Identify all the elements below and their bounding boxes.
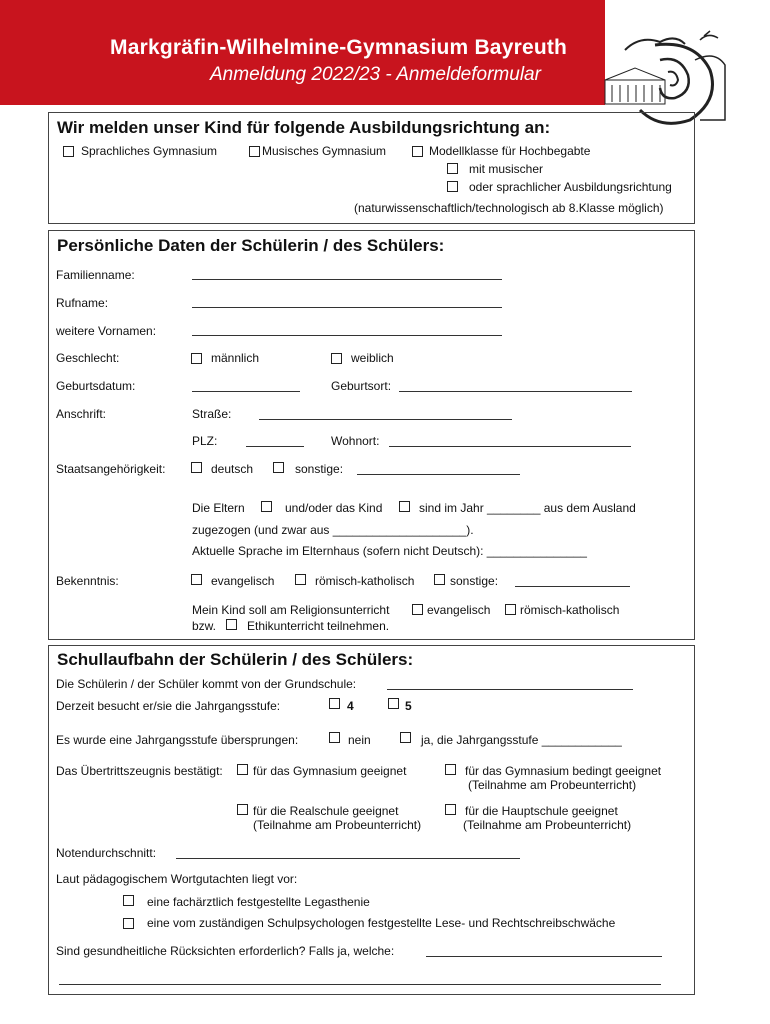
label-evangelisch: evangelisch — [211, 574, 275, 588]
field-gesundheit-line-2[interactable] — [59, 984, 661, 985]
label-bzw: bzw. — [192, 619, 217, 633]
label-jahrgang-5: 5 — [405, 699, 412, 713]
label-gymnasium-bedingt: für das Gymnasium bedingt geeignet — [465, 764, 662, 778]
label-geburtsdatum: Geburtsdatum: — [56, 379, 136, 393]
label-staatsangehoerigkeit: Staatsangehörigkeit: — [56, 462, 166, 476]
section-persoenliche-daten — [48, 230, 695, 640]
label-gymnasium: für das Gymnasium geeignet — [253, 764, 407, 778]
label-bekenntnis: Bekenntnis: — [56, 574, 119, 588]
checkbox-katholisch[interactable] — [295, 574, 306, 585]
label-hauptschule: für die Hauptschule geeignet — [465, 804, 618, 818]
label-sind-im-jahr: sind im Jahr ________ aus dem Ausland — [419, 501, 636, 515]
checkbox-modellklasse[interactable] — [412, 146, 423, 157]
label-maennlich: männlich — [211, 351, 260, 365]
label-eltern: Die Eltern — [192, 501, 245, 515]
label-zugezogen: zugezogen (und zwar aus ____________________). — [192, 523, 474, 537]
checkbox-oder-sprachlich[interactable] — [447, 181, 458, 192]
label-rufname: Rufname: — [56, 296, 109, 310]
label-ja: ja, die Jahrgangsstufe ____________ — [421, 733, 622, 747]
label-weitere-vornamen: weitere Vornamen: — [56, 324, 157, 338]
field-sonstige-bekenntnis[interactable] — [515, 586, 630, 587]
label-strasse: Straße: — [192, 407, 232, 421]
checkbox-jahrgang-4[interactable] — [329, 698, 340, 709]
checkbox-deutsch[interactable] — [191, 462, 202, 473]
note-naturwissenschaftlich: (naturwissenschaftlich/technologisch ab 8.Klasse möglich) — [354, 201, 664, 215]
label-legasthenie: eine fachärztlich festgestellte Legasthenie — [147, 895, 370, 909]
label-modellklasse: Modellklasse für Hochbegabte — [429, 144, 591, 158]
label-sprache-elternhaus: Aktuelle Sprache im Elternhaus (sofern nicht Deutsch): _______________ — [192, 544, 587, 558]
checkbox-legasthenie[interactable] — [123, 895, 134, 906]
label-uebersprungen: Es wurde eine Jahrgangsstufe übersprungen: — [56, 733, 299, 747]
checkbox-evangelisch[interactable] — [191, 574, 202, 585]
checkbox-sprachlich[interactable] — [63, 146, 74, 157]
school-title: Markgräfin-Wilhelmine-Gymnasium Bayreuth — [110, 36, 568, 59]
field-grundschule[interactable] — [387, 689, 633, 690]
field-notendurchschnitt[interactable] — [176, 858, 520, 859]
label-weiblich: weiblich — [351, 351, 394, 365]
label-sonstige-bekenntnis: sonstige: — [450, 574, 499, 588]
label-religionsunterricht: Mein Kind soll am Religionsunterricht — [192, 603, 390, 617]
label-gesundheit: Sind gesundheitliche Rücksichten erforderlich? Falls ja, welche: — [56, 944, 395, 958]
field-sonstige-staat[interactable] — [357, 474, 520, 475]
label-geschlecht: Geschlecht: — [56, 351, 120, 365]
header-banner — [0, 0, 605, 105]
field-strasse[interactable] — [259, 419, 512, 420]
checkbox-nein[interactable] — [329, 732, 340, 743]
label-grundschule: Die Schülerin / der Schüler kommt von der Grundschule: — [56, 677, 357, 691]
checkbox-reli-evangelisch[interactable] — [412, 604, 423, 615]
label-geburtsort: Geburtsort: — [331, 379, 392, 393]
section-heading: Persönliche Daten der Schülerin / des Schülers: — [57, 236, 445, 255]
checkbox-gymnasium-bedingt[interactable] — [445, 764, 456, 775]
label-mit-musisch: mit musischer — [469, 162, 544, 176]
section-schullaufbahn — [48, 645, 695, 995]
label-lrs: eine vom zuständigen Schulpsychologen festgestellte Lese- und Rechtschreibschwäche — [147, 916, 616, 930]
checkbox-musisch[interactable] — [249, 146, 260, 157]
label-probeunterricht-3: (Teilnahme am Probeunterricht) — [463, 818, 632, 832]
label-familienname: Familienname: — [56, 268, 135, 282]
label-jahrgangsstufe: Derzeit besucht er/sie die Jahrgangsstufe: — [56, 699, 281, 713]
section-heading: Wir melden unser Kind für folgende Ausbildungsrichtung an: — [57, 118, 551, 137]
checkbox-sonstige-staat[interactable] — [273, 462, 284, 473]
label-musisch: Musisches Gymnasium — [262, 144, 387, 158]
checkbox-maennlich[interactable] — [191, 353, 202, 364]
label-reli-evangelisch: evangelisch — [427, 603, 491, 617]
checkbox-lrs[interactable] — [123, 918, 134, 929]
label-probeunterricht-1: (Teilnahme am Probeunterricht) — [468, 778, 637, 792]
section-heading: Schullaufbahn der Schülerin / des Schülers: — [57, 650, 414, 669]
checkbox-kind[interactable] — [399, 501, 410, 512]
checkbox-weiblich[interactable] — [331, 353, 342, 364]
checkbox-gymnasium[interactable] — [237, 764, 248, 775]
checkbox-hauptschule[interactable] — [445, 804, 456, 815]
checkbox-realschule[interactable] — [237, 804, 248, 815]
checkbox-ja[interactable] — [400, 732, 411, 743]
label-oder-sprachlich: oder sprachlicher Ausbildungsrichtung — [469, 180, 672, 194]
label-nein: nein — [348, 733, 371, 747]
label-plz: PLZ: — [192, 434, 218, 448]
field-gesundheit[interactable] — [426, 956, 662, 957]
checkbox-sonstige-bekenntnis[interactable] — [434, 574, 445, 585]
section-ausbildungsrichtung — [48, 112, 695, 224]
checkbox-eltern[interactable] — [261, 501, 272, 512]
label-notendurchschnitt: Notendurchschnitt: — [56, 846, 157, 860]
field-familienname[interactable] — [192, 279, 502, 280]
label-uebertrittszeugnis: Das Übertrittszeugnis bestätigt: — [56, 764, 223, 778]
checkbox-reli-katholisch[interactable] — [505, 604, 516, 615]
label-anschrift: Anschrift: — [56, 407, 107, 421]
checkbox-jahrgang-5[interactable] — [388, 698, 399, 709]
label-probeunterricht-2: (Teilnahme am Probeunterricht) — [253, 818, 422, 832]
field-weitere-vornamen[interactable] — [192, 335, 502, 336]
label-sprachlich: Sprachliches Gymnasium — [81, 144, 218, 158]
label-wortgutachten: Laut pädagogischem Wortgutachten liegt vor: — [56, 872, 298, 886]
field-geburtsdatum[interactable] — [192, 391, 300, 392]
field-geburtsort[interactable] — [399, 391, 632, 392]
label-jahrgang-4: 4 — [347, 699, 354, 713]
field-wohnort[interactable] — [389, 446, 631, 447]
label-ethik: Ethikunterricht teilnehmen. — [247, 619, 390, 633]
checkbox-mit-musisch[interactable] — [447, 163, 458, 174]
label-katholisch: römisch-katholisch — [315, 574, 415, 588]
field-plz[interactable] — [246, 446, 304, 447]
field-rufname[interactable] — [192, 307, 502, 308]
label-wohnort: Wohnort: — [331, 434, 380, 448]
checkbox-ethik[interactable] — [226, 619, 237, 630]
label-und-oder-kind: und/oder das Kind — [285, 501, 383, 515]
label-sonstige-staat: sonstige: — [295, 462, 344, 476]
label-deutsch: deutsch — [211, 462, 254, 476]
form-subtitle: Anmeldung 2022/23 - Anmeldeformular — [210, 64, 541, 85]
label-realschule: für die Realschule geeignet — [253, 804, 399, 818]
label-reli-katholisch: römisch-katholisch — [520, 603, 620, 617]
